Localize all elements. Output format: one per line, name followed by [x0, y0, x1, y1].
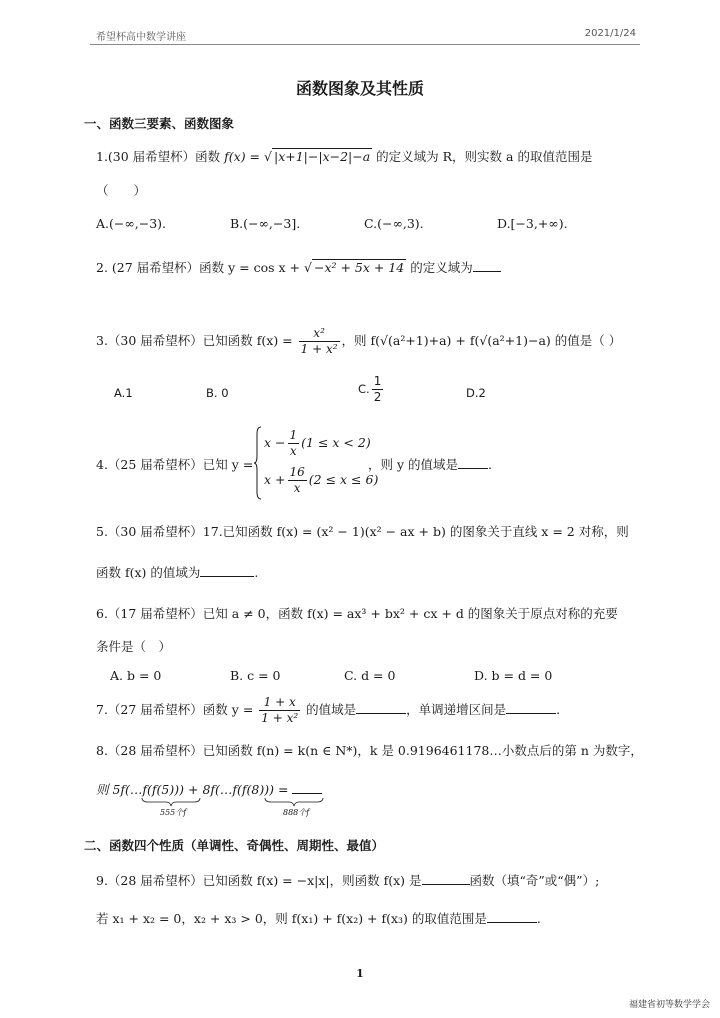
q6-line-1: 6.（17 届希望杯）已知 a ≠ 0，函数 f(x) = ax³ + bx² + cx + d 的图象关于原点对称的充要 [96, 606, 618, 621]
q9-line-1 [96, 871, 599, 889]
q5-line-2-text: 函数 f(x) 的值域为 [96, 565, 201, 580]
q3-fraction-den: 1 + x² [300, 342, 338, 356]
header-date: 2021/1/24 [584, 28, 636, 39]
q1-radical: |x+1|−|x−2|−a [273, 149, 371, 164]
q7-fraction [259, 695, 300, 726]
q5-line-1: 5.（30 届希望杯）17.已知函数 f(x) = (x² − 1)(x² − ax + b) 的图象关于直线 x = 2 对称，则 [96, 524, 629, 539]
page-title: 函数图象及其性质 [295, 79, 424, 98]
q4-case-1-frac [288, 428, 300, 459]
q3-option-c-num: 1 [373, 374, 382, 388]
q1-func: f(x) = [224, 149, 265, 164]
q6-option-b: B. c = 0 [230, 668, 281, 683]
q7-mid: 的值域是 [302, 702, 357, 717]
q6-option-d: D. b = d = 0 [474, 668, 553, 683]
q3-prefix: 3.（30 届希望杯）已知函数 f(x) = [96, 333, 297, 348]
question-3 [96, 326, 621, 357]
q3-option-c-den: 2 [373, 390, 382, 404]
q8-under-label-1: 555个f [160, 808, 187, 817]
page-number: 1 [356, 967, 364, 980]
q2-answer-blank [473, 259, 501, 272]
q1-suffix: 的定义域为 R，则实数 a 的取值范围是 [372, 149, 593, 164]
q3-suffix: ，则 f(√(a²+1)+a) + f(√(a²+1)−a) 的值是（ ） [341, 333, 622, 348]
q7-fraction-den: 1 + x² [261, 711, 299, 725]
q4-case-1-den: x [289, 444, 297, 458]
q5-line-2: 函数 f(x) 的值域为 . [96, 565, 259, 580]
q4-answer-blank [458, 456, 488, 469]
q4-prefix: 4.（25 届希望杯）已知 y = [96, 457, 254, 472]
q4-case-1-num: 1 [289, 428, 298, 442]
q7-blank-2 [506, 701, 556, 714]
q3-option-d: D.2 [466, 386, 486, 400]
q9-blank-2 [487, 910, 537, 923]
q6-line-2: 条件是（ ） [96, 639, 172, 654]
question-1: 1.(30 届希望杯）函数 f(x) = √ |x+1|−|x−2|−a 的定义域为 R，则实数 a 的取值范围是 [96, 149, 593, 164]
q3-fraction-num: x² [299, 326, 340, 342]
q4-case-2-num: 16 [289, 465, 305, 479]
q4-case-2-frac [288, 465, 307, 496]
q7-prefix: 7.（27 届希望杯）函数 y = [96, 702, 258, 717]
section-heading-2: 二、函数四个性质（单调性、奇偶性、周期性、最值） [84, 838, 385, 853]
q3-option-c-label: C. [358, 382, 370, 396]
q9-blank-1 [422, 872, 470, 885]
section-heading-1: 一、函数三要素、函数图象 [84, 116, 235, 131]
q4-brace [254, 426, 262, 500]
q4-case-1-b: (1 ≤ x < 2) [301, 435, 371, 450]
q1-option-a: A.(−∞,−3). [96, 216, 167, 231]
q2-prefix: 2. (27 届希望杯）函数 y = cos x + [96, 260, 304, 275]
q8-underbraces [140, 797, 330, 807]
q3-option-b: B. 0 [206, 386, 229, 400]
q9-line-2: 若 x₁ + x₂ = 0，x₂ + x₃ > 0，则 f(x₁) + f(x₂) + f(x₃) 的取值范围是 . [96, 911, 541, 926]
q8-answer-blank [292, 781, 322, 794]
q4-case-2-b: (2 ≤ x ≤ 6) [308, 472, 379, 487]
q9-line-1-a: 9.（28 届希望杯）已知函数 f(x) = −x|x|，则函数 f(x) 是 [96, 873, 422, 888]
q7-fraction-num: 1 + x [259, 695, 300, 711]
q6-option-a: A. b = 0 [110, 668, 162, 683]
header-left: 希望杯高中数学讲座 [96, 32, 186, 43]
q9-line-2-text: 若 x₁ + x₂ = 0，x₂ + x₃ > 0，则 f(x₁) + f(x₂) + f(x₃) 的取值范围是 [96, 911, 487, 926]
q4-case-2-a: x + [264, 472, 286, 487]
q1-option-b: B.(−∞,−3]. [230, 216, 301, 231]
q3-option-c [358, 374, 385, 405]
q4-suffix: ，则 y 的值域是 . [368, 457, 492, 472]
q9-line-1-b: 函数（填“奇”或“偶”）; [469, 873, 600, 888]
q3-option-a: A.1 [114, 386, 133, 400]
q8-line-2-text: 则 5f(…f(f(5))) + 8f(…f(f(8))) = [96, 782, 293, 797]
q4-suffix-text: ，则 y 的值域是 [368, 457, 459, 472]
question-2: 2. (27 届希望杯）函数 y = cos x + √ −x² + 5x + 14 的定义域为 [96, 258, 501, 276]
q3-option-c-fraction [372, 374, 384, 405]
header-rule [90, 44, 640, 45]
q6-option-c: C. d = 0 [344, 668, 396, 683]
q1-option-d: D.[−3,+∞). [497, 216, 568, 231]
q4-case-2 [264, 465, 378, 496]
q1-paren: （ ） [96, 183, 147, 198]
q4-case-2-den: x [293, 481, 301, 495]
q1-prefix: 1.(30 届希望杯）函数 [96, 149, 225, 164]
q2-suffix: 的定义域为 [406, 260, 473, 275]
q8-line-2 [96, 780, 322, 798]
q4-case-1 [264, 428, 371, 459]
q1-option-c: C.(−∞,3). [364, 216, 424, 231]
question-7: 7.（27 届希望杯）函数 y = $\frac{1 + x}{\text{1 + x²}}$ 的值域是 ，单调递增区间是 . [96, 695, 561, 725]
q2-radical: −x² + 5x + 14 [313, 260, 405, 275]
q7-mid2: ，单调递增区间是 [406, 702, 507, 717]
footer-org: 福建省初等数学学会 [628, 1000, 710, 1010]
q8-under-label-2: 888个f [283, 808, 310, 817]
q3-fraction [299, 326, 340, 357]
q8-line-1: 8.（28 届希望杯）已知函数 f(n) = k(n ∈ N*)，k 是 0.9196461178…小数点后的第 n 为数字， [96, 743, 643, 758]
q5-answer-blank [200, 564, 254, 577]
q7-blank-1 [356, 701, 406, 714]
q4-case-1-a: x − [264, 435, 286, 450]
